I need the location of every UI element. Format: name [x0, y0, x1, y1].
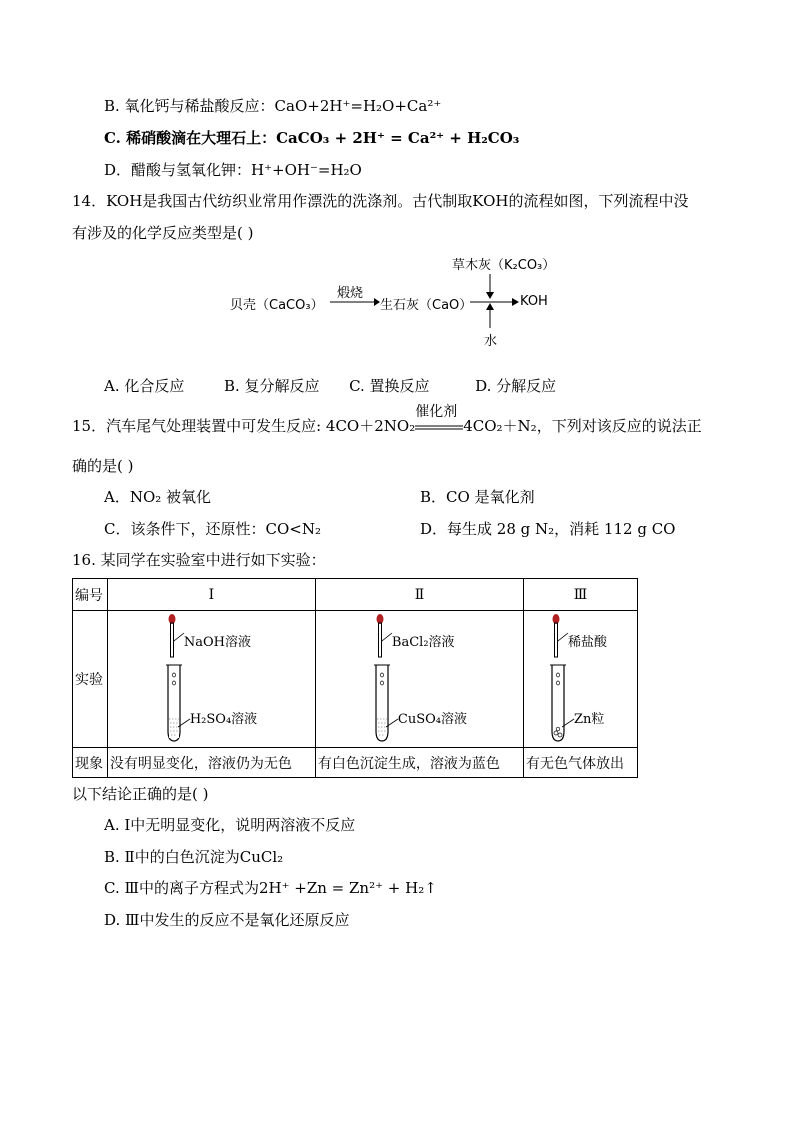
q16-option-b: B. Ⅱ中的白色沉淀为CuCl₂ [104, 848, 284, 866]
observation-3: 有无色气体放出 [524, 748, 638, 778]
flow-lime-label: 生石灰（CaO） [380, 298, 473, 313]
reagent-1-bottom: H₂SO₄溶液 [189, 712, 258, 727]
q15-stem-prefix: 15．汽车尾气处理装置中可发生反应: 4CO＋2NO₂ [72, 417, 416, 435]
experiment-2-cell [315, 611, 523, 748]
table-row-observation-label: 现象 [73, 748, 108, 778]
q16-conclusion-prompt: 以下结论正确的是( ) [72, 785, 209, 803]
q14-option-a: A. 化合反应 [104, 377, 185, 395]
q14-option-c: C. 置换反应 [349, 377, 430, 395]
reagent-2-bottom: CuSO₄溶液 [397, 712, 468, 727]
q16-option-a: A. Ⅰ中无明显变化，说明两溶液不反应 [104, 816, 356, 834]
q15-stem-line2: 确的是( ) [72, 457, 134, 475]
q14-stem-line1: 14．KOH是我国古代纺织业常用作漂洗的洗涤剂。古代制取KOH的流程如图，下列流程中没 [72, 192, 689, 210]
observation-1: 没有明显变化，溶液仍为无色 [107, 748, 315, 778]
flow-shell-label: 贝壳（CaCO₃） [230, 298, 324, 313]
table-header-label: 编号 [73, 579, 108, 611]
q15-option-d: D．每生成 28 g N₂，消耗 112 g CO [420, 520, 676, 538]
q14-stem-line2: 有涉及的化学反应类型是( ) [72, 224, 254, 242]
q14-option-b: B. 复分解反应 [223, 377, 320, 395]
q15-option-b: B．CO 是氧化剂 [420, 488, 535, 506]
experiment-1-cell [107, 611, 315, 748]
q14-options [104, 376, 556, 396]
q16-stem: 16. 某同学在实验室中进行如下实验： [72, 551, 326, 569]
q13-option-c: C. 稀硝酸滴在大理石上：CaCO₃ + 2H⁺ = Ca²⁺ + H₂CO₃ [104, 129, 520, 147]
q15-stem-line1 [72, 404, 702, 436]
flow-water-label: 水 [484, 334, 498, 349]
flow-calcine-label: 煅烧 [337, 286, 364, 301]
reagent-3-bottom: Zn粒 [574, 712, 605, 727]
q16-option-d: D. Ⅲ中发生的反应不是氧化还原反应 [104, 911, 350, 929]
flow-arrow-1 [330, 296, 380, 308]
table-header-2: Ⅱ [315, 579, 523, 611]
flow-ash-label: 草木灰（K₂CO₃） [452, 258, 556, 273]
table-header-1: Ⅰ [107, 579, 315, 611]
q14-option-d: D. 分解反应 [475, 377, 557, 395]
observation-2: 有白色沉淀生成，溶液为蓝色 [315, 748, 523, 778]
flow-product-label: KOH [520, 294, 548, 309]
table-header-3: Ⅲ [524, 579, 638, 611]
q15-option-a: A．NO₂ 被氧化 [104, 488, 212, 506]
q13-option-d: D．醋酸与氢氧化钾：H⁺+OH⁻=H₂O [104, 161, 362, 179]
q15-option-c: C．该条件下，还原性：CO<N₂ [104, 520, 321, 538]
q15-catalyst-sign [415, 404, 463, 436]
reagent-1-top: NaOH溶液 [183, 635, 251, 650]
q16-experiment-table [72, 578, 638, 778]
q14-flow-diagram [230, 252, 560, 347]
q15-stem-suffix: 4CO₂＋N₂，下列对该反应的说法正 [463, 417, 702, 435]
table-row-experiment-label: 实验 [73, 611, 108, 748]
flow-arrows-merge [468, 272, 528, 342]
reagent-2-top: BaCl₂溶液 [391, 635, 455, 650]
q13-option-b: B. 氧化钙与稀盐酸反应：CaO+2H⁺=H₂O+Ca²⁺ [104, 97, 442, 115]
q15-catalyst-label: 催化剂 [415, 404, 458, 420]
q16-option-c: C. Ⅲ中的离子方程式为2H⁺ +Zn = Zn²⁺ + H₂↑ [104, 879, 437, 897]
reagent-3-top: 稀盐酸 [568, 635, 608, 650]
experiment-3-cell [524, 611, 638, 748]
